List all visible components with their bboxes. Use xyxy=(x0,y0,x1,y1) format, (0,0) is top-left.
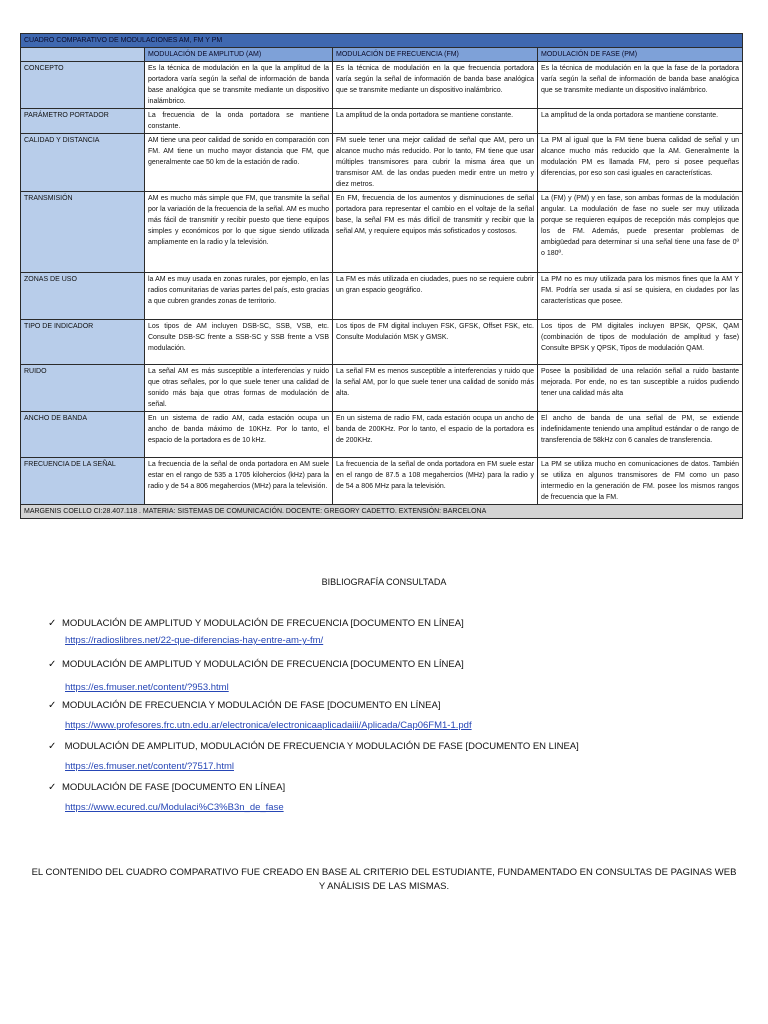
row-label: PARÁMETRO PORTADOR xyxy=(21,109,145,134)
table-row xyxy=(21,365,743,412)
bib-entry-title: MODULACIÓN DE AMPLITUD Y MODULACIÓN DE FRECUENCIA [DOCUMENTO EN LÍNEA] xyxy=(62,659,464,670)
cell-am: Los tipos de AM incluyen DSB-SC, SSB, VSB, etc. Consulte DSB-SC frente a SSB-SC y SSB frente a VSB modulación. xyxy=(145,320,333,365)
list-item xyxy=(48,738,738,779)
cell-fm: La frecuencia de la señal de onda portadora en FM suele estar en el rango de 87.5 a 108 megahercios (MHz) para la radio y de 54 a 806 MHz para la televisión. xyxy=(333,458,538,505)
list-item xyxy=(48,697,738,738)
table-footer: MARGENIS COELLO CI:28.407.118 . MATERIA: SISTEMAS DE COMUNICACIÓN. DOCENTE: GREGORY CADETTO. EXTENSIÓN: BARCELONA xyxy=(21,505,743,519)
cell-am: Es la técnica de modulación en la que la amplitud de la portadora varía según la señal de información de banda base analógica que se transmite mediante un dispositivo inalámbrico. xyxy=(145,62,333,109)
cell-pm: El ancho de banda de una señal de PM, se extiende indefinidamente teniendo una amplitud estándar o de rango de transferencia de 58kHz con 6 canales de transferencia. xyxy=(538,412,743,458)
cell-fm: Es la técnica de modulación en la que frecuencia portadora varía según la señal de información de banda base analógica que se transmite mediante un dispositivo inalámbrico. xyxy=(333,62,538,109)
table-row xyxy=(21,412,743,458)
cell-fm: En un sistema de radio FM, cada estación ocupa un ancho de banda de 200KHz. Por lo tanto, el espacio de la portadora es de 200KHz. xyxy=(333,412,538,458)
bib-link[interactable]: https://www.profesores.frc.utn.edu.ar/electronica/electronicaaplicadaiii/Aplicada/Cap06FM1-1.pdf xyxy=(65,720,472,731)
bib-entry-title: MODULACIÓN DE FASE [DOCUMENTO EN LÍNEA] xyxy=(62,782,286,793)
cell-fm: Los tipos de FM digital incluyen FSK, GFSK, Offset FSK, etc. Consulte Modulación MSK y GMSK. xyxy=(333,320,538,365)
bib-entry-title: MODULACIÓN DE AMPLITUD, MODULACIÓN DE FRECUENCIA Y MODULACIÓN DE FASE [DOCUMENTO EN LINEA] xyxy=(62,741,579,752)
bibliography-list xyxy=(48,615,738,820)
conclusion-note: EL CONTENIDO DEL CUADRO COMPARATIVO FUE CREADO EN BASE AL CRITERIO DEL ESTUDIANTE, FUNDAMENTADO EN CONSULTAS DE PAGINAS WEB Y ANÁLISIS DE LAS MISMAS. xyxy=(31,867,737,892)
bib-link[interactable]: https://es.fmuser.net/content/?7517.html xyxy=(65,761,234,772)
cell-pm: La PM al igual que la FM tiene buena calidad de señal y un alcance mucho más reducido que la AM. Generalmente la modulación PM es llamada FM, pero si posee pequeñas diferencias, por eso son casi iguales en características. xyxy=(538,134,743,192)
cell-fm: La señal FM es menos susceptible a interferencias y ruido que la señal AM, por lo que suele tener una calidad de sonido más alta. xyxy=(333,365,538,412)
row-label: ZONAS DE USO xyxy=(21,273,145,320)
table-row xyxy=(21,273,743,320)
row-label: CALIDAD Y DISTANCIA xyxy=(21,134,145,192)
header-blank xyxy=(21,48,145,62)
checkmark-icon: ✓ xyxy=(48,782,57,793)
table-title: CUADRO COMPARATIVO DE MODULACIONES AM, FM Y PM xyxy=(21,34,743,48)
cell-pm: Es la técnica de modulación en la que la fase de la portadora varía según la señal de información de banda base analógica que se transmite mediante un dispositivo inalámbrico. xyxy=(538,62,743,109)
checkmark-icon: ✓ xyxy=(48,618,57,629)
table-row xyxy=(21,134,743,192)
cell-am: La señal AM es más susceptible a interferencias y ruido que otras señales, por lo que suele tener una calidad de sonido más baja que otras formas de modulación de señal. xyxy=(145,365,333,412)
table-row xyxy=(21,458,743,505)
row-label: RUIDO xyxy=(21,365,145,412)
table-row xyxy=(21,192,743,273)
cell-pm: La PM se utiliza mucho en comunicaciones de datos. También se utiliza en algunos transmisores de FM como un paso intermedio en la generación de FM. posee los mismos rangos de frecuencia que la FM. xyxy=(538,458,743,505)
list-item xyxy=(48,615,738,656)
header-am: MODULACIÓN DE AMPLITUD (AM) xyxy=(145,48,333,62)
cell-am: En un sistema de radio AM, cada estación ocupa un ancho de banda máximo de 10KHz. Por lo tanto, el espacio de la portadora es de 10 kHz. xyxy=(145,412,333,458)
comparison-table xyxy=(20,33,743,519)
checkmark-icon: ✓ xyxy=(48,659,57,670)
row-label: ANCHO DE BANDA xyxy=(21,412,145,458)
bib-link[interactable]: https://es.fmuser.net/content/?953.html xyxy=(65,682,229,693)
cell-am: La frecuencia de la onda portadora se mantiene constante. xyxy=(145,109,333,134)
cell-pm: Posee la posibilidad de una relación señal a ruido bastante mejorada. Por ende, no es tan susceptible a ruidos pudiendo tener una calidad más alta xyxy=(538,365,743,412)
list-item xyxy=(48,779,738,820)
cell-am: AM es mucho más simple que FM, que transmite la señal por la variación de la frecuencia de la señal. AM es mucho más fácil de transmitir y recibir puesto que tiene equipos simples y económicos por lo que sigue siendo utilizada ampliamente en la radio y la televisión. xyxy=(145,192,333,273)
table-row xyxy=(21,320,743,365)
bib-link[interactable]: https://www.ecured.cu/Modulaci%C3%B3n_de_fase xyxy=(65,802,284,813)
row-label: FRECUENCIA DE LA SEÑAL xyxy=(21,458,145,505)
checkmark-icon: ✓ xyxy=(48,700,57,711)
bib-link[interactable]: https://radioslibres.net/22-que-diferencias-hay-entre-am-y-fm/ xyxy=(65,635,324,646)
cell-am: la AM es muy usada en zonas rurales, por ejemplo, en las radios comunitarias de varias partes del país, esto gracias a que cubren grandes zonas de territorio. xyxy=(145,273,333,320)
table-row xyxy=(21,109,743,134)
cell-am: La frecuencia de la señal de onda portadora en AM suele estar en el rango de 535 a 1705 kilohercios (kHz) para la radio y de 54 a 806 megahercios (MHz) para la televisión. xyxy=(145,458,333,505)
cell-fm: En FM, frecuencia de los aumentos y disminuciones de señal portadora para representar el cambio en el voltaje de la señal base, la señal FM es más difícil de transmitir y recibir que la señal AM, y requiere equipos más sofisticados y costosos. xyxy=(333,192,538,273)
bib-entry-title: MODULACIÓN DE AMPLITUD Y MODULACIÓN DE FRECUENCIA [DOCUMENTO EN LÍNEA] xyxy=(62,618,464,629)
header-fm: MODULACIÓN DE FRECUENCIA (FM) xyxy=(333,48,538,62)
cell-fm: La amplitud de la onda portadora se mantiene constante. xyxy=(333,109,538,134)
table-row xyxy=(21,62,743,109)
bib-entry-title: MODULACIÓN DE FRECUENCIA Y MODULACIÓN DE FASE [DOCUMENTO EN LÍNEA] xyxy=(62,700,441,711)
header-pm: MODULACIÓN DE FASE (PM) xyxy=(538,48,743,62)
row-label: TRANSMISIÓN xyxy=(21,192,145,273)
row-label: CONCEPTO xyxy=(21,62,145,109)
cell-am: AM tiene una peor calidad de sonido en comparación con FM. AM tiene un mucho mayor distancia que FM, que generalmente cae 50 km de la estación de radio. xyxy=(145,134,333,192)
cell-pm: La amplitud de la onda portadora se mantiene constante. xyxy=(538,109,743,134)
list-item xyxy=(48,656,738,697)
cell-fm: FM suele tener una mejor calidad de señal que AM, pero un alcance mucho más reducido. Por lo tanto, FM tiene que usar múltiples transmisores para cubrir la misma área que un transmisor AM. de las ondas pueden medir entre un metro y diez metros. xyxy=(333,134,538,192)
checkmark-icon: ✓ xyxy=(48,741,57,752)
cell-fm: La FM es más utilizada en ciudades, pues no se requiere cubrir un gran espacio geográfico. xyxy=(333,273,538,320)
row-label: TIPO DE INDICADOR xyxy=(21,320,145,365)
cell-pm: Los tipos de PM digitales incluyen BPSK, QPSK, QAM (combinación de tipos de modulación de amplitud y fase) Consulte BPSK y QPSK, Tipos de modulación QAM. xyxy=(538,320,743,365)
cell-pm: La PM no es muy utilizada para los mismos fines que la AM Y FM. Podría ser usada si así se quisiera, en ciudades por las características que posee. xyxy=(538,273,743,320)
bibliography-title: BIBLIOGRAFÍA CONSULTADA xyxy=(321,577,447,587)
cell-pm: La (FM) y (PM) y en fase, son ambas formas de la modulación angular. La modulación de fase no suele ser muy utilizada porque se requieren equipos de recepción más complejos que los de FM. Además, puede presentar problemas de ambigüedad para determinar si una señal tiene una fase de 0º o 180º. xyxy=(538,192,743,273)
